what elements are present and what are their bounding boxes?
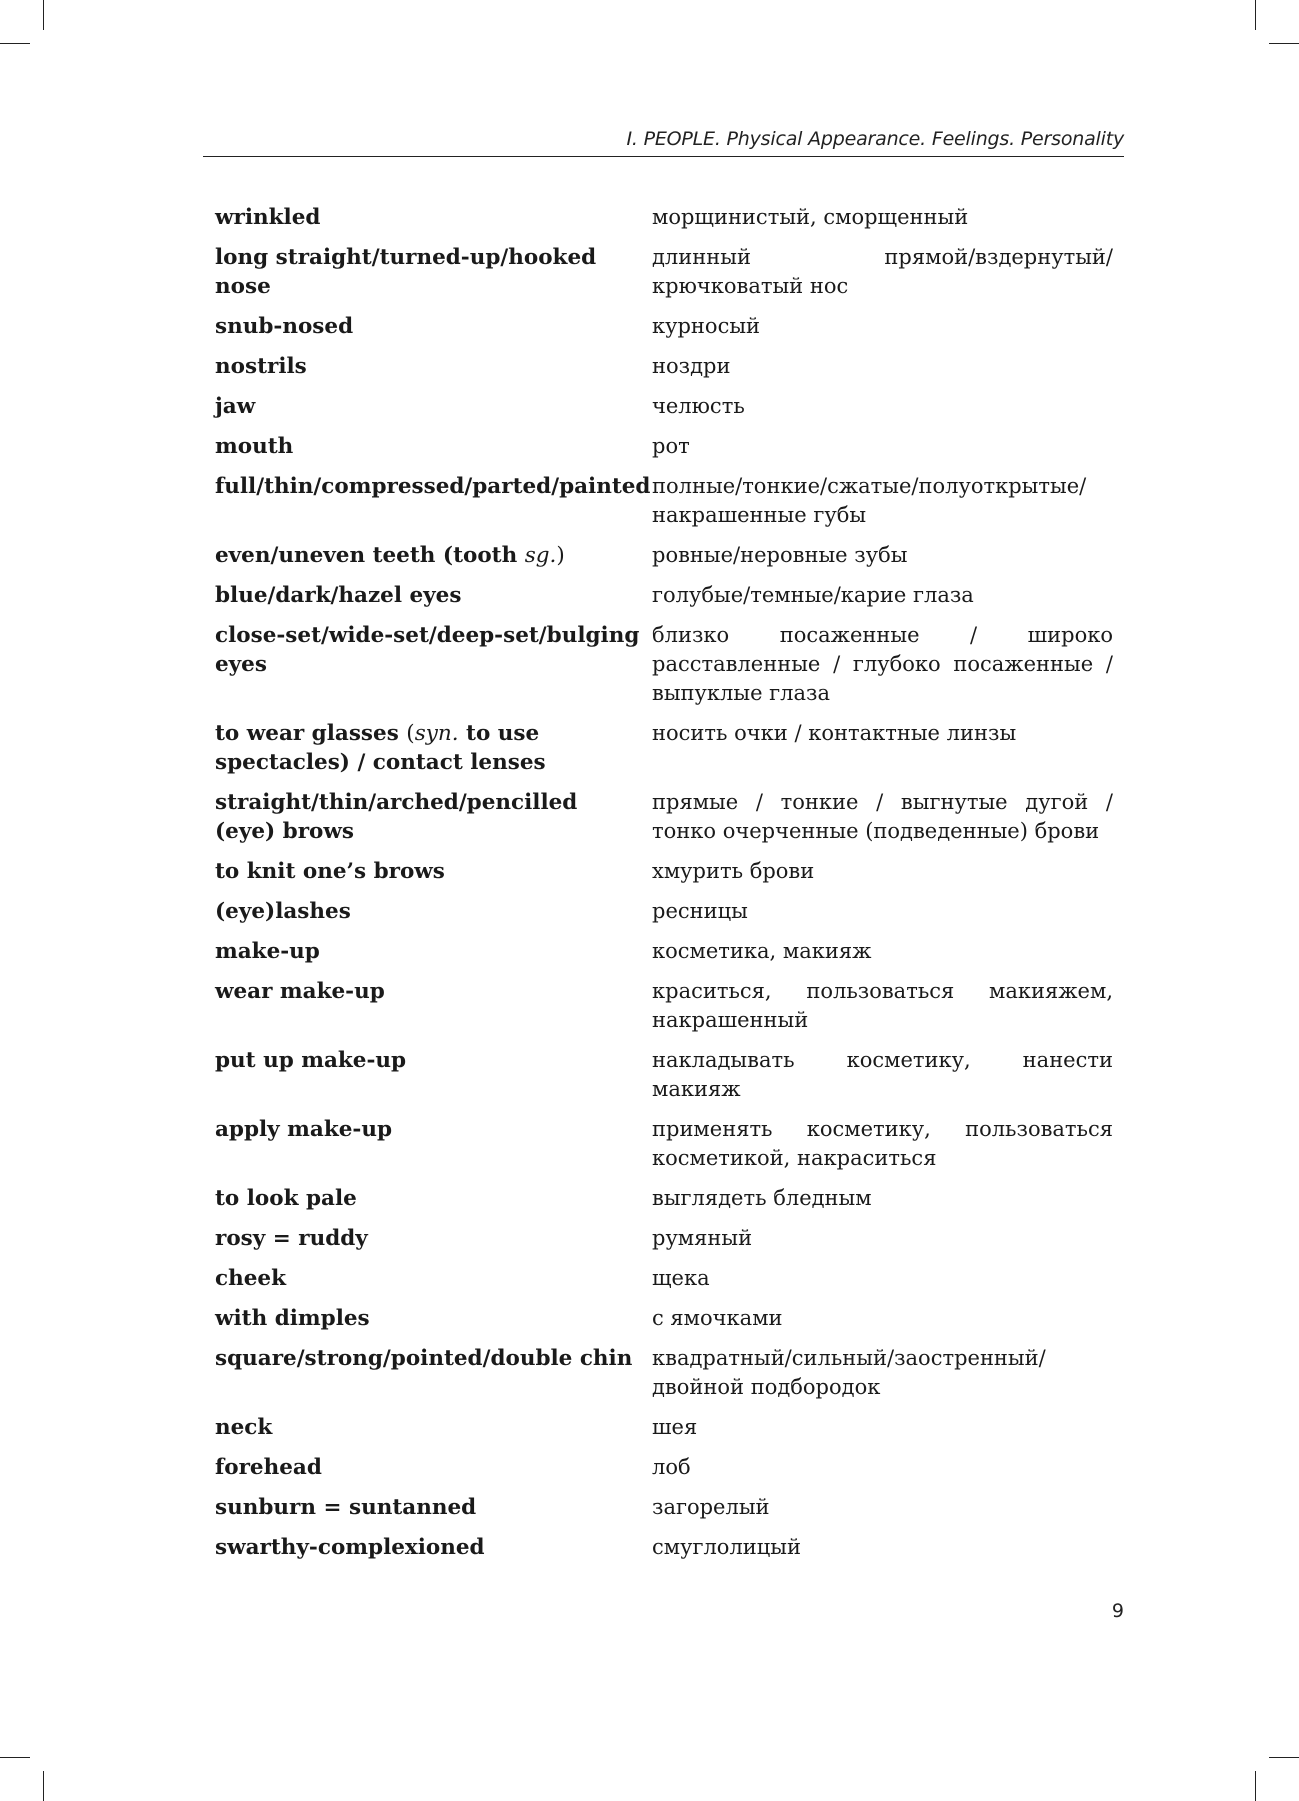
crop-mark — [1269, 43, 1299, 44]
vocab-entry — [215, 1533, 1113, 1562]
translation: морщинистый, сморщенный — [652, 205, 969, 229]
translation: с ямочками — [652, 1306, 783, 1330]
crop-mark — [1269, 1757, 1299, 1758]
term: square/strong/pointed/double chin — [215, 1346, 633, 1371]
translation: квадратный/сильный/заостренный/двойной подбородок — [652, 1346, 1046, 1399]
translation: накладывать косметику, нанести макияж — [652, 1048, 1113, 1101]
translation: ноздри — [652, 354, 731, 378]
vocab-entry — [215, 857, 1113, 886]
term: nostrils — [215, 354, 307, 379]
vocab-entry — [215, 1224, 1113, 1253]
term: cheek — [215, 1266, 286, 1291]
translation: хмурить брови — [652, 859, 815, 883]
translation: носить очки / контактные линзы — [652, 721, 1017, 745]
term-text: ( — [406, 721, 415, 746]
term — [215, 541, 652, 570]
running-head: I. PEOPLE. Physical Appearance. Feelings. Personality — [626, 128, 1124, 150]
vocab-entry — [215, 541, 1113, 570]
translation: выглядеть бледным — [652, 1186, 872, 1210]
term: to knit one’s brows — [215, 859, 445, 884]
vocab-entry — [215, 1046, 1113, 1104]
vocabulary-list — [215, 203, 1113, 1573]
vocab-entry — [215, 719, 1113, 777]
vocab-entry — [215, 1413, 1113, 1442]
term: full/thin/compressed/parted/painted — [215, 474, 651, 499]
term: swarthy-complexioned — [215, 1535, 485, 1560]
header-rule — [203, 156, 1124, 157]
translation: косметика, макияж — [652, 939, 872, 963]
vocab-entry — [215, 1493, 1113, 1522]
term: blue/dark/hazel eyes — [215, 583, 462, 608]
crop-mark — [0, 1757, 30, 1758]
vocab-entry — [215, 937, 1113, 966]
vocab-entry — [215, 977, 1113, 1035]
vocab-entry — [215, 1115, 1113, 1173]
term: make-up — [215, 939, 320, 964]
term: close-set/wide-set/deep-set/bulging eyes — [215, 623, 640, 677]
crop-mark — [0, 43, 30, 44]
term-text: / contact lenses — [349, 750, 546, 775]
translation: щека — [652, 1266, 710, 1290]
vocab-entry — [215, 352, 1113, 381]
crop-mark — [43, 1771, 44, 1801]
term: forehead — [215, 1455, 322, 1480]
crop-mark — [1255, 1771, 1256, 1801]
grammar-label: sg. — [524, 543, 557, 568]
term: to look pale — [215, 1186, 357, 1211]
vocab-entry — [215, 621, 1113, 708]
term: wear make-up — [215, 979, 385, 1004]
term-text: to wear glasses — [215, 721, 407, 746]
vocab-entry — [215, 788, 1113, 846]
term: apply make-up — [215, 1117, 392, 1142]
translation: челюсть — [652, 394, 745, 418]
translation: лоб — [652, 1455, 691, 1479]
translation: прямые / тонкие / выгнутые дугой / тонко очерченные (подведенные) брови — [652, 790, 1113, 843]
term: long straight/turned-up/hooked nose — [215, 245, 597, 299]
translation: применять косметику, пользоваться косметикой, накраситься — [652, 1117, 1113, 1170]
vocab-entry — [215, 1304, 1113, 1333]
term: (eye)lashes — [215, 899, 351, 924]
term-text: even/uneven teeth (tooth — [215, 543, 525, 568]
term — [215, 719, 652, 777]
term-text: to use spectacles) — [215, 721, 540, 775]
term: straight/thin/arched/pencilled (eye) brows — [215, 790, 578, 844]
vocab-entry — [215, 897, 1113, 926]
vocab-entry — [215, 581, 1113, 610]
term: wrinkled — [215, 205, 321, 230]
vocab-entry — [215, 203, 1113, 232]
vocab-entry — [215, 472, 1113, 530]
crop-mark — [1255, 0, 1256, 30]
term: jaw — [215, 394, 256, 419]
translation: смуглолицый — [652, 1535, 801, 1559]
vocab-entry — [215, 392, 1113, 421]
translation: шея — [652, 1415, 698, 1439]
vocab-entry — [215, 1184, 1113, 1213]
term: with dimples — [215, 1306, 370, 1331]
term-text: ) — [556, 543, 565, 568]
term: put up make-up — [215, 1048, 407, 1073]
vocab-entry — [215, 243, 1113, 301]
translation: ресницы — [652, 899, 748, 923]
translation: курносый — [652, 314, 761, 338]
vocab-entry — [215, 1344, 1113, 1402]
translation: голубые/темные/карие глаза — [652, 583, 974, 607]
term: mouth — [215, 434, 294, 459]
crop-mark — [43, 0, 44, 30]
translation: румяный — [652, 1226, 753, 1250]
term: snub-nosed — [215, 314, 354, 339]
translation: длинный прямой/вздернутый/крючковатый нос — [652, 245, 1113, 298]
page-number: 9 — [1111, 1600, 1124, 1622]
translation: близко посаженные / широко расставленные / глубоко посаженные / выпуклые глаза — [652, 623, 1113, 705]
vocab-entry — [215, 432, 1113, 461]
vocab-entry — [215, 312, 1113, 341]
translation: краситься, пользоваться макияжем, накрашенный — [652, 979, 1113, 1032]
term: sunburn = suntanned — [215, 1495, 477, 1520]
translation: рот — [652, 434, 690, 458]
translation: полные/тонкие/сжатые/полуоткрытые/накрашенные губы — [652, 474, 1087, 527]
term: neck — [215, 1415, 273, 1440]
vocab-entry — [215, 1264, 1113, 1293]
grammar-label: syn. — [414, 721, 459, 746]
translation: ровные/неровные зубы — [652, 543, 908, 567]
vocab-entry — [215, 1453, 1113, 1482]
term: rosy = ruddy — [215, 1226, 368, 1251]
translation: загорелый — [652, 1495, 770, 1519]
